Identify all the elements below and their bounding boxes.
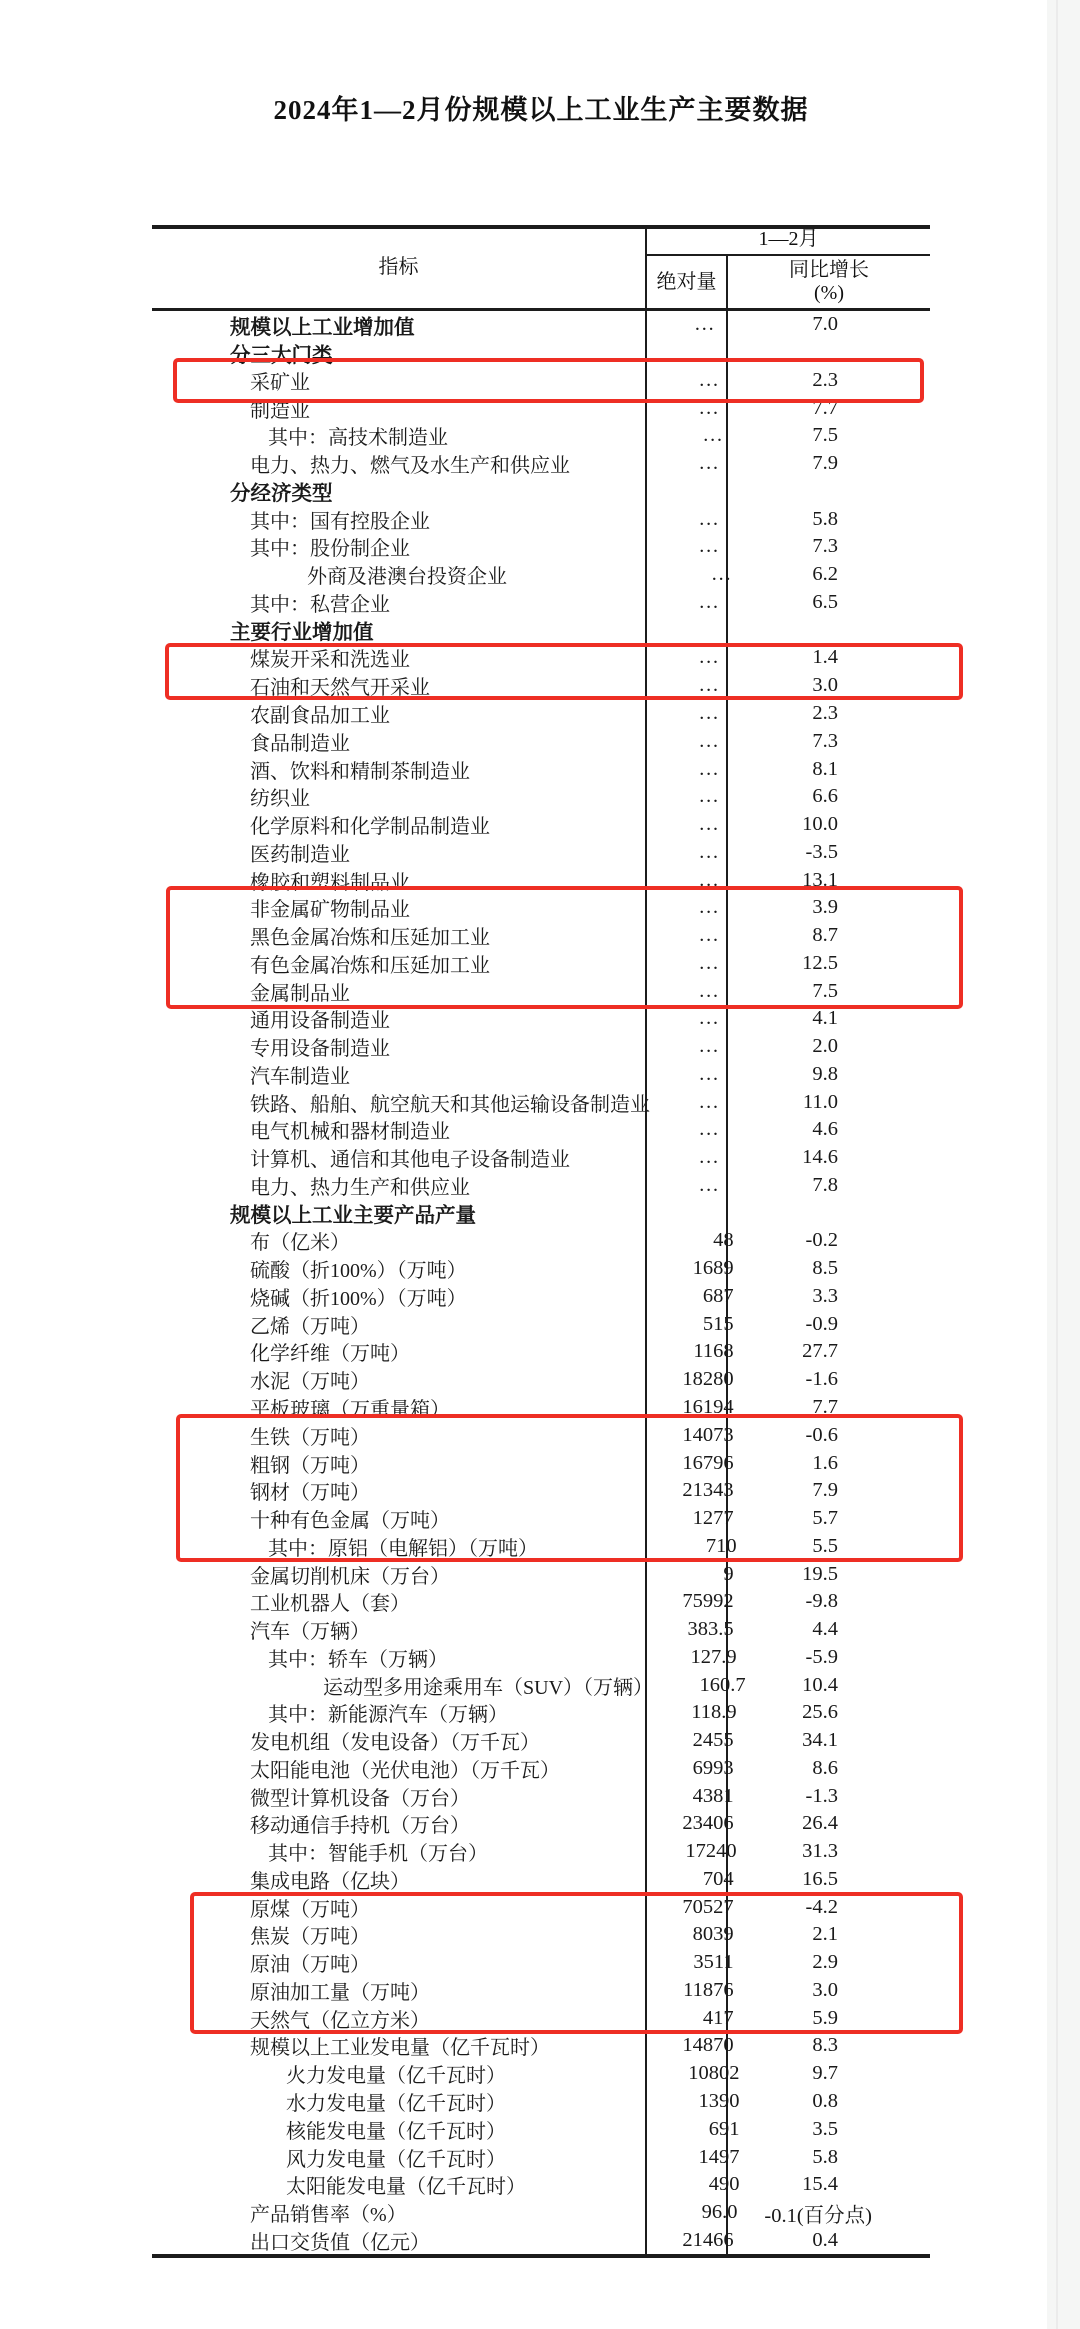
indicator-label: 烧碱（折100%）（万吨）	[250, 1287, 467, 1310]
absolute-value: …	[698, 507, 719, 530]
yoy-growth-value: -5.9	[805, 1645, 838, 1668]
table-row	[152, 2171, 930, 2199]
indicator-label: 焦炭（万吨）	[250, 1926, 370, 1949]
indicator-label: 电力、热力、燃气及水生产和供应业	[250, 455, 570, 478]
absolute-value: …	[698, 452, 719, 475]
table-row	[152, 2199, 930, 2227]
indicator-label: 生铁（万吨）	[250, 1426, 370, 1449]
table-row	[152, 1116, 930, 1144]
table-row	[152, 811, 930, 839]
table-row	[152, 838, 930, 866]
absolute-value: …	[698, 702, 719, 724]
page-title: 2024年1—2月份规模以上工业生产主要数据	[273, 95, 809, 125]
table-row	[152, 1810, 930, 1838]
absolute-value: …	[698, 1035, 719, 1058]
table-row	[152, 1144, 930, 1172]
indicator-label: 电力、热力生产和供应业	[250, 1176, 470, 1199]
highlight-box	[165, 643, 963, 700]
indicator-label: 专用设备制造业	[250, 1038, 390, 1061]
absolute-value: 11876	[683, 1978, 734, 2001]
yoy-growth-value: 3.9	[812, 896, 838, 919]
table-row	[152, 1061, 930, 1089]
yoy-growth-value: 8.1	[812, 757, 838, 780]
indicator-label: 钢材（万吨）	[250, 1482, 370, 1505]
indicator-label: 有色金属冶炼和压延加工业	[250, 954, 490, 977]
absolute-value: 21343	[682, 1479, 734, 1502]
absolute-value: …	[698, 924, 719, 947]
table-row	[152, 1199, 930, 1227]
table-row	[152, 700, 930, 728]
yoy-growth-value: 7.3	[812, 729, 838, 752]
indicator-label: 规模以上工业主要产品产量	[230, 1205, 476, 1228]
absolute-value: …	[698, 674, 719, 697]
absolute-value: …	[698, 590, 719, 613]
table-row	[152, 1643, 930, 1671]
yoy-growth-value: 12.5	[802, 951, 838, 974]
indicator-label: 汽车（万辆）	[250, 1621, 370, 1644]
yoy-growth-value: 7.3	[812, 535, 838, 558]
indicator-label: 风力发电量（亿千瓦时）	[286, 2148, 506, 2171]
table-row	[152, 783, 930, 811]
indicator-label: 规模以上工业发电量（亿千瓦时）	[250, 2037, 550, 2060]
indicator-label: 核能发电量（亿千瓦时）	[286, 2120, 506, 2143]
yoy-growth-value: 19.5	[802, 1562, 838, 1585]
absolute-value: 118.9	[691, 1701, 737, 1724]
indicator-label: 出口交货值（亿元）	[250, 2231, 430, 2254]
table-row	[152, 1866, 930, 1894]
indicator-label: 金属制品业	[250, 982, 350, 1005]
highlight-box	[166, 886, 963, 1009]
yoy-growth-value: -1.6	[805, 1368, 838, 1391]
yoy-growth-value	[740, 1199, 930, 1227]
indicator-label: 分经济类型	[230, 483, 333, 506]
absolute-value: 160.7	[699, 1673, 746, 1696]
yoy-growth-value: 11.0	[802, 1090, 838, 1113]
yoy-growth-value: 3.3	[812, 1284, 838, 1307]
indicator-label: 煤炭开采和洗选业	[250, 649, 410, 672]
absolute-value: 1168	[693, 1340, 734, 1363]
yoy-growth-value: 7.0	[812, 313, 838, 336]
table-bottom-border	[152, 2254, 930, 2258]
yoy-growth-value: 34.1	[802, 1729, 838, 1752]
indicator-label: 医药制造业	[250, 843, 350, 866]
absolute-value: 4381	[692, 1784, 734, 1807]
indicator-label: 汽车制造业	[250, 1065, 350, 1088]
indicator-label: 微型计算机设备（万台）	[250, 1787, 470, 1810]
absolute-value: 23406	[682, 1812, 734, 1835]
yoy-growth-value: 8.5	[812, 1257, 838, 1280]
yoy-growth-value: 1.4	[812, 646, 838, 669]
header-yoy-line1: 同比增长	[789, 259, 869, 281]
yoy-growth-value: 7.8	[812, 1173, 838, 1196]
absolute-value: 8039	[692, 1923, 734, 1946]
indicator-label: 火力发电量（亿千瓦时）	[286, 2065, 506, 2088]
table-row	[152, 1255, 930, 1283]
table-row	[152, 727, 930, 755]
header-period: 1—2月	[758, 228, 819, 250]
yoy-growth-value: 2.9	[812, 1951, 838, 1974]
table-row	[152, 561, 930, 589]
indicator-label: 食品制造业	[250, 732, 350, 755]
absolute-value: 704	[702, 1867, 734, 1890]
absolute-value: 14870	[682, 2034, 734, 2057]
indicator-label: 原煤（万吨）	[250, 1898, 370, 1921]
table-row	[152, 1671, 930, 1699]
indicator-label: 制造业	[250, 399, 310, 422]
absolute-value: 691	[708, 2117, 740, 2140]
absolute-value: …	[698, 951, 719, 974]
absolute-value: 14073	[682, 1423, 734, 1446]
indicator-label: 其中：新能源汽车（万辆）	[268, 1704, 508, 1727]
yoy-growth-value: 9.8	[812, 1062, 838, 1085]
table-row	[152, 422, 930, 450]
absolute-value: …	[698, 813, 719, 836]
indicator-label: 十种有色金属（万吨）	[250, 1510, 450, 1533]
indicator-label: 粗钢（万吨）	[250, 1454, 370, 1477]
absolute-value: 21466	[682, 2228, 734, 2251]
indicator-label: 其中：轿车（万辆）	[268, 1648, 448, 1671]
yoy-growth-value: 5.5	[812, 1534, 838, 1557]
indicator-label: 石油和天然气开采业	[250, 677, 430, 700]
indicator-label: 纺织业	[250, 788, 310, 811]
indicator-label: 其中：国有控股企业	[250, 510, 430, 533]
indicator-label: 天然气（亿立方米）	[250, 2009, 430, 2032]
indicator-label: 农副食品加工业	[250, 705, 390, 727]
page-edge-strip	[1047, 0, 1080, 2329]
table-row	[152, 1227, 930, 1255]
absolute-value: 17240	[685, 1840, 737, 1863]
indicator-label: 采矿业	[250, 371, 310, 394]
table-row	[152, 2060, 930, 2088]
yoy-growth-value: 10.0	[802, 813, 838, 836]
absolute-value: 16194	[682, 1396, 734, 1418]
table-row	[152, 1699, 930, 1727]
indicator-label: 外商及港澳台投资企业	[307, 566, 507, 589]
table-row	[152, 1005, 930, 1033]
absolute-value: …	[698, 396, 719, 419]
table-row	[152, 533, 930, 561]
yoy-growth-value: 2.3	[812, 702, 838, 724]
absolute-value: …	[698, 1062, 719, 1085]
yoy-growth-value: 7.5	[812, 424, 838, 447]
indicator-label: 分三大门类	[230, 344, 333, 367]
yoy-growth-value: 4.6	[812, 1118, 838, 1141]
yoy-growth-value: 2.3	[812, 368, 838, 391]
indicator-label: 水泥（万吨）	[250, 1371, 370, 1394]
absolute-value: …	[698, 1146, 719, 1169]
absolute-value: 9	[723, 1562, 734, 1585]
yoy-growth-value: 4.4	[812, 1618, 838, 1641]
indicator-label: 产品销售率（%）	[250, 2204, 407, 2227]
yoy-growth-value: 7.9	[812, 1479, 838, 1502]
absolute-value: …	[698, 1007, 719, 1030]
table-row	[152, 616, 930, 644]
yoy-growth-value: -3.5	[805, 840, 838, 863]
absolute-value	[667, 1199, 740, 1227]
table-row	[152, 755, 930, 783]
absolute-value: 1497	[698, 2145, 740, 2168]
absolute-value: …	[698, 646, 719, 669]
yoy-growth-value: 2.0	[812, 1035, 838, 1058]
yoy-growth-value: 0.8	[812, 2090, 838, 2112]
absolute-value: 490	[708, 2173, 740, 2196]
yoy-growth-value: 3.0	[812, 1978, 838, 2001]
absolute-value: …	[698, 840, 719, 863]
indicator-label: 化学纤维（万吨）	[250, 1343, 410, 1366]
absolute-value: …	[702, 424, 723, 447]
highlight-box	[176, 1414, 963, 1562]
yoy-growth-value	[740, 478, 930, 506]
indicator-label: 硫酸（折100%）（万吨）	[250, 1260, 467, 1283]
absolute-value: 127.9	[690, 1645, 737, 1668]
table-row	[152, 1616, 930, 1644]
indicator-label: 集成电路（亿块）	[250, 1870, 410, 1893]
header-absolute: 绝对量	[656, 270, 717, 293]
header-yoy-growth	[728, 254, 930, 310]
indicator-label: 主要行业增加值	[230, 622, 374, 645]
header-indicator: 指标	[378, 256, 419, 278]
absolute-value: 3511	[693, 1951, 734, 1974]
absolute-value: …	[698, 979, 719, 1002]
yoy-growth-value: 6.5	[812, 590, 838, 613]
absolute-value: …	[698, 785, 719, 808]
absolute-value: 48	[713, 1229, 734, 1252]
absolute-value: …	[698, 535, 719, 558]
table-row	[152, 1560, 930, 1588]
yoy-growth-value: 1.6	[812, 1451, 838, 1474]
table-row	[152, 1838, 930, 1866]
yoy-growth-value: 0.4	[812, 2228, 838, 2251]
yoy-growth-value: 15.4	[802, 2173, 838, 2196]
yoy-growth-value: 8.7	[812, 924, 838, 947]
yoy-growth-value: 3.5	[812, 2117, 838, 2140]
yoy-growth-value: 13.1	[802, 868, 838, 891]
yoy-growth-value: -0.1(百分点)	[764, 2204, 872, 2227]
table-row	[152, 2115, 930, 2143]
yoy-growth-value: -4.2	[805, 1895, 838, 1918]
indicator-label: 黑色金属冶炼和压延加工业	[250, 927, 490, 950]
absolute-value: 70527	[682, 1895, 734, 1918]
indicator-label: 移动通信手持机（万台）	[250, 1815, 470, 1838]
indicator-label: 非金属矿物制品业	[250, 899, 410, 922]
table-row	[152, 1727, 930, 1755]
header-yoy-line2: (%)	[814, 282, 844, 304]
indicator-label: 规模以上工业增加值	[230, 316, 415, 339]
table-row	[152, 450, 930, 478]
table-row	[152, 1310, 930, 1338]
absolute-value: 383.5	[687, 1618, 734, 1641]
yoy-growth-value: 6.6	[812, 785, 838, 808]
absolute-value: …	[698, 1118, 719, 1141]
table-row	[152, 1172, 930, 1200]
absolute-value: 75992	[682, 1590, 734, 1613]
indicator-label: 其中：私营企业	[250, 593, 390, 616]
yoy-growth-value: 7.9	[812, 452, 838, 475]
yoy-growth-value: 31.3	[802, 1840, 838, 1863]
yoy-growth-value: 4.1	[812, 1007, 838, 1030]
yoy-growth-value: 8.6	[812, 1756, 838, 1779]
absolute-value: 6993	[692, 1756, 734, 1779]
table-row	[152, 1338, 930, 1366]
table-row	[152, 2226, 930, 2254]
indicator-label: 工业机器人（套）	[250, 1593, 410, 1616]
absolute-value: 10802	[688, 2062, 740, 2085]
indicator-label: 酒、饮料和精制茶制造业	[250, 760, 470, 783]
table-row	[152, 1033, 930, 1061]
yoy-growth-value: 5.9	[812, 2006, 838, 2029]
absolute-value	[667, 478, 740, 506]
table-row	[152, 1283, 930, 1311]
indicator-label: 橡胶和塑料制品业	[250, 871, 410, 894]
absolute-value: …	[698, 1090, 719, 1113]
indicator-label: 原油加工量（万吨）	[250, 1981, 430, 2004]
table-row	[152, 2088, 930, 2116]
indicator-label: 太阳能电池（光伏电池）（万千瓦）	[250, 1759, 560, 1782]
highlight-box	[173, 358, 924, 403]
absolute-value: 417	[702, 2006, 734, 2029]
yoy-growth-value: 14.6	[802, 1146, 838, 1169]
indicator-label: 其中：高技术制造业	[268, 427, 448, 450]
yoy-growth-value: 5.8	[812, 2145, 838, 2168]
absolute-value: …	[698, 729, 719, 752]
indicator-label: 金属切削机床（万台）	[250, 1565, 450, 1588]
yoy-growth-value: 7.7	[812, 396, 838, 419]
table-row	[152, 1588, 930, 1616]
absolute-value: 1390	[698, 2090, 740, 2112]
yoy-growth-value: 9.7	[812, 2062, 838, 2085]
yoy-growth-value: 26.4	[802, 1812, 838, 1835]
highlight-box	[190, 1892, 963, 2034]
indicator-label: 电气机械和器材制造业	[250, 1121, 450, 1144]
absolute-value: …	[698, 868, 719, 891]
absolute-value	[667, 616, 740, 644]
absolute-value: 710	[705, 1534, 737, 1557]
indicator-label: 通用设备制造业	[250, 1010, 390, 1033]
absolute-value: 16796	[682, 1451, 734, 1474]
table-row	[152, 311, 930, 339]
yoy-growth-value: 6.2	[812, 563, 838, 586]
absolute-value: 18280	[682, 1368, 734, 1391]
absolute-value: …	[693, 313, 715, 336]
absolute-value: 1277	[692, 1507, 734, 1530]
table-row	[152, 589, 930, 617]
indicator-label: 运动型多用途乘用车（SUV）（万辆）	[323, 1676, 654, 1699]
yoy-growth-value: 7.7	[812, 1396, 838, 1418]
table-row	[152, 1782, 930, 1810]
table-row	[152, 505, 930, 533]
indicator-label: 化学原料和化学制品制造业	[250, 816, 490, 839]
indicator-label: 原油（万吨）	[250, 1954, 370, 1977]
indicator-label: 其中：智能手机（万台）	[268, 1843, 488, 1866]
indicator-label: 铁路、船舶、航空航天和其他运输设备制造业	[250, 1093, 650, 1116]
yoy-growth-value: -0.6	[805, 1423, 838, 1446]
table-row	[152, 2143, 930, 2171]
yoy-growth-value: -1.3	[805, 1784, 838, 1807]
yoy-growth-value: 25.6	[802, 1701, 838, 1724]
absolute-value: …	[698, 757, 719, 780]
yoy-growth-value: 5.7	[812, 1507, 838, 1530]
yoy-growth-value: 10.4	[802, 1673, 839, 1696]
absolute-value: …	[710, 563, 732, 586]
indicator-label: 发电机组（发电设备）（万千瓦）	[250, 1732, 540, 1755]
yoy-growth-value	[740, 616, 930, 644]
absolute-value: 687	[702, 1284, 734, 1307]
absolute-value: 96.0	[701, 2201, 738, 2224]
yoy-growth-value: 16.5	[802, 1867, 838, 1890]
indicator-label: 布（亿米）	[250, 1232, 350, 1255]
yoy-growth-value: 27.7	[802, 1340, 838, 1363]
yoy-growth-value: 8.3	[812, 2034, 838, 2057]
indicator-label: 太阳能发电量（亿千瓦时）	[286, 2176, 526, 2199]
absolute-value: 2455	[692, 1729, 734, 1752]
table-row	[152, 1755, 930, 1783]
table-row	[152, 1366, 930, 1394]
indicator-label: 水力发电量（亿千瓦时）	[286, 2093, 506, 2115]
indicator-label: 计算机、通信和其他电子设备制造业	[250, 1149, 570, 1172]
indicator-label: 其中：原铝（电解铝）（万吨）	[268, 1537, 538, 1560]
table-row	[152, 1088, 930, 1116]
table-row	[152, 2032, 930, 2060]
yoy-growth-value: -9.8	[805, 1590, 838, 1613]
yoy-growth-value: 3.0	[812, 674, 838, 697]
absolute-value: …	[698, 896, 719, 919]
indicator-label: 乙烯（万吨）	[250, 1315, 370, 1338]
indicator-label: 平板玻璃（万重量箱）	[250, 1399, 450, 1421]
yoy-growth-value: -0.2	[805, 1229, 838, 1252]
indicator-label: 其中：股份制企业	[250, 538, 410, 561]
yoy-growth-value: 7.5	[812, 979, 838, 1002]
table-row	[152, 478, 930, 506]
absolute-value: …	[698, 368, 719, 391]
page-edge-line	[1056, 0, 1058, 2329]
yoy-growth-value: 5.8	[812, 507, 838, 530]
yoy-growth-value: 2.1	[812, 1923, 838, 1946]
absolute-value: 1689	[692, 1257, 734, 1280]
absolute-value: 515	[702, 1312, 734, 1335]
yoy-growth-value: -0.9	[805, 1312, 838, 1335]
absolute-value: …	[698, 1173, 719, 1196]
